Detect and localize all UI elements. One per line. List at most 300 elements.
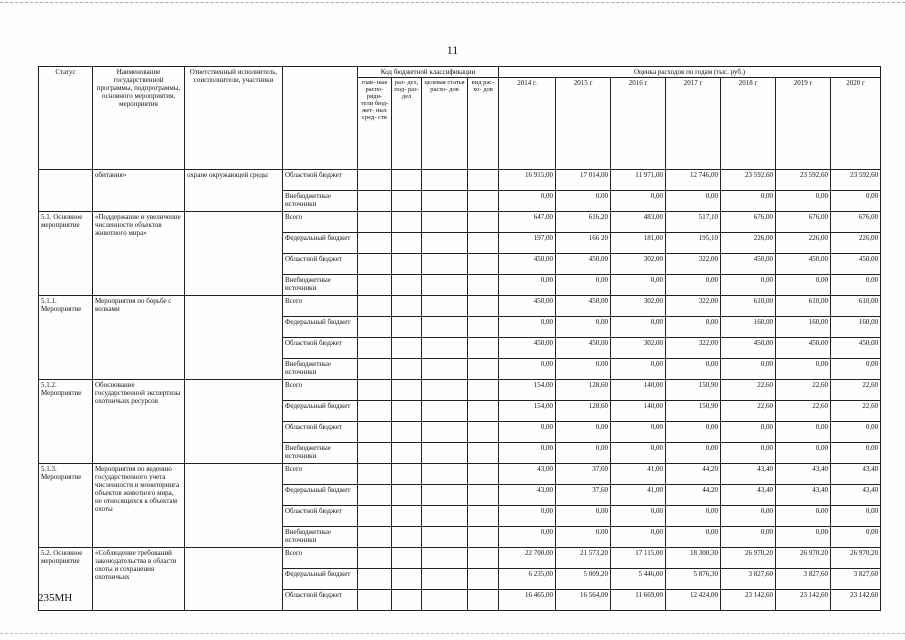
row-kbk-cell xyxy=(468,569,499,590)
row-amount: 0,00 xyxy=(499,506,556,527)
row-responsible xyxy=(185,548,283,611)
row-kbk-cell xyxy=(358,296,392,317)
row-kbk-cell xyxy=(358,464,392,485)
row-kbk-cell xyxy=(468,590,499,611)
table-row xyxy=(39,464,881,485)
row-amount: 226,00 xyxy=(831,233,881,254)
row-amount: 0,00 xyxy=(556,191,611,212)
row-amount: 150,90 xyxy=(666,380,721,401)
header-source-blank xyxy=(283,67,358,170)
row-amount: 0,00 xyxy=(776,359,831,380)
row-amount: 23 142,60 xyxy=(776,590,831,611)
row-name: Мероприятия по ведению государственного учета численности и мониторинга объектов животного мира, не относящихся к объектам охоты xyxy=(93,464,185,548)
row-kbk-cell xyxy=(422,548,468,569)
row-funding-source: Федеральный бюджет xyxy=(283,569,358,590)
row-status: 5.1. Основное мероприятие xyxy=(39,212,93,296)
row-amount: 3 827,60 xyxy=(831,569,881,590)
table-header xyxy=(39,67,881,170)
row-kbk-cell xyxy=(358,254,392,275)
row-funding-source: Внебюджетные источники xyxy=(283,275,358,296)
row-amount: 3 827,60 xyxy=(776,569,831,590)
header-kbk-target: целевая статья расхо- дов xyxy=(422,78,468,170)
row-amount: 450,00 xyxy=(499,254,556,275)
row-amount: 0,00 xyxy=(831,422,881,443)
row-amount: 450,00 xyxy=(499,338,556,359)
row-amount: 226,00 xyxy=(721,233,776,254)
row-kbk-cell xyxy=(358,191,392,212)
row-responsible xyxy=(185,380,283,464)
row-amount: 450,00 xyxy=(776,254,831,275)
row-kbk-cell xyxy=(392,548,422,569)
row-responsible xyxy=(185,296,283,380)
row-amount: 450,00 xyxy=(721,338,776,359)
row-funding-source: Областной бюджет xyxy=(283,254,358,275)
row-funding-source: Всего xyxy=(283,380,358,401)
row-amount: 0,00 xyxy=(499,359,556,380)
row-kbk-cell xyxy=(358,527,392,548)
row-amount: 37,60 xyxy=(556,464,611,485)
header-name: Наименование государственной программы, подпрограммы, основного мероприятия, мероприятия xyxy=(93,67,185,170)
row-amount: 154,00 xyxy=(499,401,556,422)
row-amount: 44,20 xyxy=(666,485,721,506)
row-amount: 26 970,20 xyxy=(831,548,881,569)
row-kbk-cell xyxy=(392,317,422,338)
row-amount: 197,00 xyxy=(499,233,556,254)
row-amount: 43,40 xyxy=(831,464,881,485)
row-status: 5.1.3. Мероприятие xyxy=(39,464,93,548)
row-funding-source: Всего xyxy=(283,548,358,569)
row-amount: 0,00 xyxy=(556,506,611,527)
row-responsible xyxy=(185,212,283,296)
row-amount: 0,00 xyxy=(831,443,881,464)
row-kbk-cell xyxy=(392,170,422,191)
row-kbk-cell xyxy=(392,443,422,464)
row-amount: 5 876,30 xyxy=(666,569,721,590)
row-amount: 0,00 xyxy=(499,275,556,296)
header-year: 2014 г. xyxy=(499,78,556,170)
row-kbk-cell xyxy=(392,254,422,275)
header-year: 2015 г xyxy=(556,78,611,170)
row-amount: 17 014,00 xyxy=(556,170,611,191)
row-kbk-cell xyxy=(422,422,468,443)
row-funding-source: Внебюджетные источники xyxy=(283,443,358,464)
row-kbk-cell xyxy=(422,191,468,212)
row-amount: 0,00 xyxy=(611,506,666,527)
row-amount: 166 20 xyxy=(556,233,611,254)
row-kbk-cell xyxy=(392,527,422,548)
row-kbk-cell xyxy=(422,569,468,590)
row-amount: 16 915,00 xyxy=(499,170,556,191)
row-amount: 0,00 xyxy=(721,191,776,212)
row-amount: 450,00 xyxy=(776,338,831,359)
row-amount: 22,60 xyxy=(721,380,776,401)
row-kbk-cell xyxy=(392,212,422,233)
table-row xyxy=(39,548,881,569)
row-amount: 0,00 xyxy=(666,422,721,443)
row-kbk-cell xyxy=(358,170,392,191)
row-kbk-cell xyxy=(358,422,392,443)
row-kbk-cell xyxy=(358,359,392,380)
row-amount: 302,00 xyxy=(611,254,666,275)
row-amount: 128,60 xyxy=(556,380,611,401)
header-year: 2018 г xyxy=(721,78,776,170)
row-kbk-cell xyxy=(358,548,392,569)
row-kbk-cell xyxy=(468,191,499,212)
row-amount: 0,00 xyxy=(721,443,776,464)
row-amount: 0,00 xyxy=(499,317,556,338)
row-funding-source: Федеральный бюджет xyxy=(283,485,358,506)
row-amount: 610,00 xyxy=(831,296,881,317)
scan-edge-top xyxy=(0,2,905,3)
row-amount: 154,00 xyxy=(499,380,556,401)
row-amount: 322,00 xyxy=(666,338,721,359)
row-kbk-cell xyxy=(392,464,422,485)
row-kbk-cell xyxy=(468,254,499,275)
row-amount: 16 465,00 xyxy=(499,590,556,611)
table-body xyxy=(39,170,881,611)
row-amount: 0,00 xyxy=(721,422,776,443)
row-amount: 0,00 xyxy=(721,275,776,296)
row-amount: 450,00 xyxy=(556,338,611,359)
row-amount: 43,40 xyxy=(776,485,831,506)
row-amount: 0,00 xyxy=(721,527,776,548)
row-kbk-cell xyxy=(422,338,468,359)
row-kbk-cell xyxy=(358,380,392,401)
row-amount: 0,00 xyxy=(556,527,611,548)
row-amount: 0,00 xyxy=(776,191,831,212)
row-kbk-cell xyxy=(358,485,392,506)
header-status: Статус xyxy=(39,67,93,170)
row-amount: 22,60 xyxy=(831,380,881,401)
row-amount: 616,20 xyxy=(556,212,611,233)
row-funding-source: Федеральный бюджет xyxy=(283,401,358,422)
row-kbk-cell xyxy=(422,233,468,254)
row-amount: 22,60 xyxy=(721,401,776,422)
row-amount: 37,60 xyxy=(556,485,611,506)
row-kbk-cell xyxy=(392,380,422,401)
header-kbk-group: Код бюджетной классификации xyxy=(358,67,499,78)
row-funding-source: Внебюджетные источники xyxy=(283,191,358,212)
table-row xyxy=(39,212,881,233)
header-kbk-grbs: глав- ные распо- ряди- тели бюд- жет- ных сред- ств xyxy=(358,78,392,170)
row-amount: 0,00 xyxy=(556,317,611,338)
row-amount: 0,00 xyxy=(499,527,556,548)
row-amount: 160,00 xyxy=(831,317,881,338)
row-amount: 23 592,60 xyxy=(721,170,776,191)
row-amount: 0,00 xyxy=(611,191,666,212)
row-kbk-cell xyxy=(422,317,468,338)
row-amount: 150,90 xyxy=(666,401,721,422)
row-kbk-cell xyxy=(422,275,468,296)
row-amount: 6 235,00 xyxy=(499,569,556,590)
row-funding-source: Областной бюджет xyxy=(283,590,358,611)
row-kbk-cell xyxy=(422,527,468,548)
row-kbk-cell xyxy=(422,170,468,191)
row-amount: 0,00 xyxy=(776,506,831,527)
row-amount: 140,00 xyxy=(611,380,666,401)
row-amount: 23 592,60 xyxy=(776,170,831,191)
row-amount: 195,10 xyxy=(666,233,721,254)
row-name: Обоснование государственной экспертизы охотничьих ресурсов xyxy=(93,380,185,464)
row-kbk-cell xyxy=(422,590,468,611)
row-name: обитания» xyxy=(93,170,185,212)
row-kbk-cell xyxy=(358,317,392,338)
row-kbk-cell xyxy=(422,401,468,422)
row-amount: 322,00 xyxy=(666,296,721,317)
row-amount: 647,00 xyxy=(499,212,556,233)
row-status: 5.1.2. Мероприятие xyxy=(39,380,93,464)
row-kbk-cell xyxy=(468,548,499,569)
row-amount: 517,10 xyxy=(666,212,721,233)
row-kbk-cell xyxy=(358,569,392,590)
row-kbk-cell xyxy=(468,233,499,254)
row-kbk-cell xyxy=(392,590,422,611)
budget-table xyxy=(38,66,881,611)
row-status: 5.2. Основное мероприятие xyxy=(39,548,93,611)
row-amount: 11 669,00 xyxy=(611,590,666,611)
row-amount: 0,00 xyxy=(666,275,721,296)
row-amount: 322,00 xyxy=(666,254,721,275)
row-amount: 3 827,60 xyxy=(721,569,776,590)
row-amount: 26 970,20 xyxy=(776,548,831,569)
row-kbk-cell xyxy=(392,422,422,443)
header-year: 2020 г xyxy=(831,78,881,170)
row-amount: 0,00 xyxy=(831,506,881,527)
row-amount: 0,00 xyxy=(556,359,611,380)
row-kbk-cell xyxy=(358,212,392,233)
row-funding-source: Областной бюджет xyxy=(283,170,358,191)
row-amount: 0,00 xyxy=(499,191,556,212)
header-expense-group: Оценка расходов по годам (тыс. руб.) xyxy=(499,67,881,78)
row-amount: 610,00 xyxy=(721,296,776,317)
table-row xyxy=(39,170,881,191)
row-funding-source: Внебюджетные источники xyxy=(283,527,358,548)
row-amount: 17 115,00 xyxy=(611,548,666,569)
row-kbk-cell xyxy=(422,506,468,527)
row-amount: 12 424,00 xyxy=(666,590,721,611)
row-amount: 41,00 xyxy=(611,464,666,485)
row-amount: 22,60 xyxy=(776,380,831,401)
row-status xyxy=(39,170,93,212)
row-amount: 450,00 xyxy=(556,296,611,317)
row-amount: 0,00 xyxy=(666,443,721,464)
row-amount: 43,00 xyxy=(499,464,556,485)
row-amount: 0,00 xyxy=(776,443,831,464)
row-kbk-cell xyxy=(468,359,499,380)
row-amount: 610,00 xyxy=(776,296,831,317)
row-funding-source: Всего xyxy=(283,296,358,317)
row-amount: 302,00 xyxy=(611,296,666,317)
row-amount: 450,00 xyxy=(556,254,611,275)
row-amount: 0,00 xyxy=(556,443,611,464)
row-amount: 43,40 xyxy=(721,464,776,485)
row-kbk-cell xyxy=(392,569,422,590)
row-amount: 0,00 xyxy=(666,191,721,212)
row-amount: 5 446,00 xyxy=(611,569,666,590)
row-amount: 450,00 xyxy=(831,254,881,275)
row-amount: 160,00 xyxy=(721,317,776,338)
page-number: 11 xyxy=(446,43,459,57)
row-amount: 450,00 xyxy=(499,296,556,317)
row-amount: 44,20 xyxy=(666,464,721,485)
row-kbk-cell xyxy=(422,254,468,275)
row-amount: 18 300,30 xyxy=(666,548,721,569)
row-amount: 0,00 xyxy=(831,359,881,380)
row-kbk-cell xyxy=(358,506,392,527)
row-amount: 160,00 xyxy=(776,317,831,338)
row-amount: 0,00 xyxy=(611,527,666,548)
header-kbk-section: раз- дел, под- раз- дел xyxy=(392,78,422,170)
row-kbk-cell xyxy=(358,401,392,422)
row-kbk-cell xyxy=(468,464,499,485)
row-amount: 43,00 xyxy=(499,485,556,506)
row-amount: 23 142,60 xyxy=(831,590,881,611)
row-kbk-cell xyxy=(392,296,422,317)
row-amount: 0,00 xyxy=(611,359,666,380)
row-amount: 0,00 xyxy=(611,275,666,296)
row-amount: 43,40 xyxy=(721,485,776,506)
header-year: 2017 г xyxy=(666,78,721,170)
row-kbk-cell xyxy=(468,443,499,464)
row-amount: 676,00 xyxy=(831,212,881,233)
row-amount: 22 700,00 xyxy=(499,548,556,569)
row-amount: 43,40 xyxy=(831,485,881,506)
row-amount: 5 009,20 xyxy=(556,569,611,590)
row-kbk-cell xyxy=(468,506,499,527)
row-funding-source: Областной бюджет xyxy=(283,506,358,527)
row-amount: 0,00 xyxy=(721,359,776,380)
row-kbk-cell xyxy=(358,443,392,464)
row-amount: 0,00 xyxy=(776,422,831,443)
row-kbk-cell xyxy=(468,317,499,338)
row-amount: 16 564,00 xyxy=(556,590,611,611)
row-amount: 26 970,20 xyxy=(721,548,776,569)
row-kbk-cell xyxy=(422,296,468,317)
row-kbk-cell xyxy=(392,506,422,527)
row-name: Мероприятия по борьбе с волками xyxy=(93,296,185,380)
row-kbk-cell xyxy=(392,338,422,359)
row-funding-source: Областной бюджет xyxy=(283,338,358,359)
row-amount: 23 142,60 xyxy=(721,590,776,611)
row-status: 5.1.1. Мероприятие xyxy=(39,296,93,380)
row-amount: 450,00 xyxy=(831,338,881,359)
row-kbk-cell xyxy=(358,275,392,296)
row-amount: 41,00 xyxy=(611,485,666,506)
row-funding-source: Федеральный бюджет xyxy=(283,233,358,254)
row-kbk-cell xyxy=(422,443,468,464)
row-responsible xyxy=(185,464,283,548)
header-year: 2016 г xyxy=(611,78,666,170)
row-kbk-cell xyxy=(468,296,499,317)
row-kbk-cell xyxy=(392,275,422,296)
row-kbk-cell xyxy=(422,485,468,506)
row-amount: 450,00 xyxy=(721,254,776,275)
row-kbk-cell xyxy=(392,359,422,380)
row-amount: 0,00 xyxy=(831,191,881,212)
row-funding-source: Федеральный бюджет xyxy=(283,317,358,338)
row-funding-source: Всего xyxy=(283,464,358,485)
scan-edge-bottom xyxy=(0,633,905,634)
row-amount: 0,00 xyxy=(499,443,556,464)
row-amount: 0,00 xyxy=(611,422,666,443)
row-kbk-cell xyxy=(392,191,422,212)
row-kbk-cell xyxy=(358,233,392,254)
row-responsible: охране окружающей среды xyxy=(185,170,283,212)
row-kbk-cell xyxy=(468,527,499,548)
row-amount: 0,00 xyxy=(666,359,721,380)
row-amount: 22,60 xyxy=(776,401,831,422)
row-kbk-cell xyxy=(468,422,499,443)
row-kbk-cell xyxy=(422,212,468,233)
row-kbk-cell xyxy=(422,380,468,401)
header-responsible: Ответственный исполнитель, соисполнители, участники xyxy=(185,67,283,170)
row-amount: 0,00 xyxy=(611,443,666,464)
row-kbk-cell xyxy=(468,170,499,191)
row-kbk-cell xyxy=(468,275,499,296)
row-amount: 0,00 xyxy=(556,275,611,296)
row-amount: 0,00 xyxy=(666,506,721,527)
row-kbk-cell xyxy=(392,401,422,422)
row-amount: 0,00 xyxy=(499,422,556,443)
row-funding-source: Всего xyxy=(283,212,358,233)
row-amount: 0,00 xyxy=(831,275,881,296)
row-amount: 0,00 xyxy=(556,422,611,443)
row-kbk-cell xyxy=(468,338,499,359)
row-kbk-cell xyxy=(468,380,499,401)
row-amount: 0,00 xyxy=(831,527,881,548)
row-amount: 483,00 xyxy=(611,212,666,233)
row-amount: 302,00 xyxy=(611,338,666,359)
row-amount: 0,00 xyxy=(611,317,666,338)
row-name: «Соблюдение требований законодательства в области охоты и сохранения охотничьих xyxy=(93,548,185,611)
row-kbk-cell xyxy=(392,485,422,506)
row-funding-source: Областной бюджет xyxy=(283,422,358,443)
row-amount: 21 573,20 xyxy=(556,548,611,569)
row-funding-source: Внебюджетные источники xyxy=(283,359,358,380)
row-amount: 0,00 xyxy=(666,317,721,338)
row-amount: 22,60 xyxy=(831,401,881,422)
row-amount: 11 971,00 xyxy=(611,170,666,191)
row-amount: 12 746,00 xyxy=(666,170,721,191)
row-amount: 226,00 xyxy=(776,233,831,254)
row-amount: 181,00 xyxy=(611,233,666,254)
row-amount: 23 592,60 xyxy=(831,170,881,191)
row-amount: 0,00 xyxy=(666,527,721,548)
row-kbk-cell xyxy=(422,464,468,485)
row-name: «Поддержание и увеличение численности объектов животного мира» xyxy=(93,212,185,296)
row-kbk-cell xyxy=(468,485,499,506)
row-kbk-cell xyxy=(392,233,422,254)
table-row xyxy=(39,296,881,317)
row-kbk-cell xyxy=(358,338,392,359)
row-amount: 676,00 xyxy=(776,212,831,233)
table-row xyxy=(39,380,881,401)
row-amount: 676,00 xyxy=(721,212,776,233)
row-kbk-cell xyxy=(468,212,499,233)
row-kbk-cell xyxy=(422,359,468,380)
row-amount: 140,00 xyxy=(611,401,666,422)
header-year: 2019 г xyxy=(776,78,831,170)
row-kbk-cell xyxy=(468,401,499,422)
header-kbk-type: вид рас- хо- дов xyxy=(468,78,499,170)
row-amount: 0,00 xyxy=(776,275,831,296)
document-code: 235МН xyxy=(38,592,73,604)
row-amount: 128,60 xyxy=(556,401,611,422)
row-amount: 0,00 xyxy=(776,527,831,548)
row-kbk-cell xyxy=(358,590,392,611)
row-amount: 43,40 xyxy=(776,464,831,485)
row-amount: 0,00 xyxy=(721,506,776,527)
